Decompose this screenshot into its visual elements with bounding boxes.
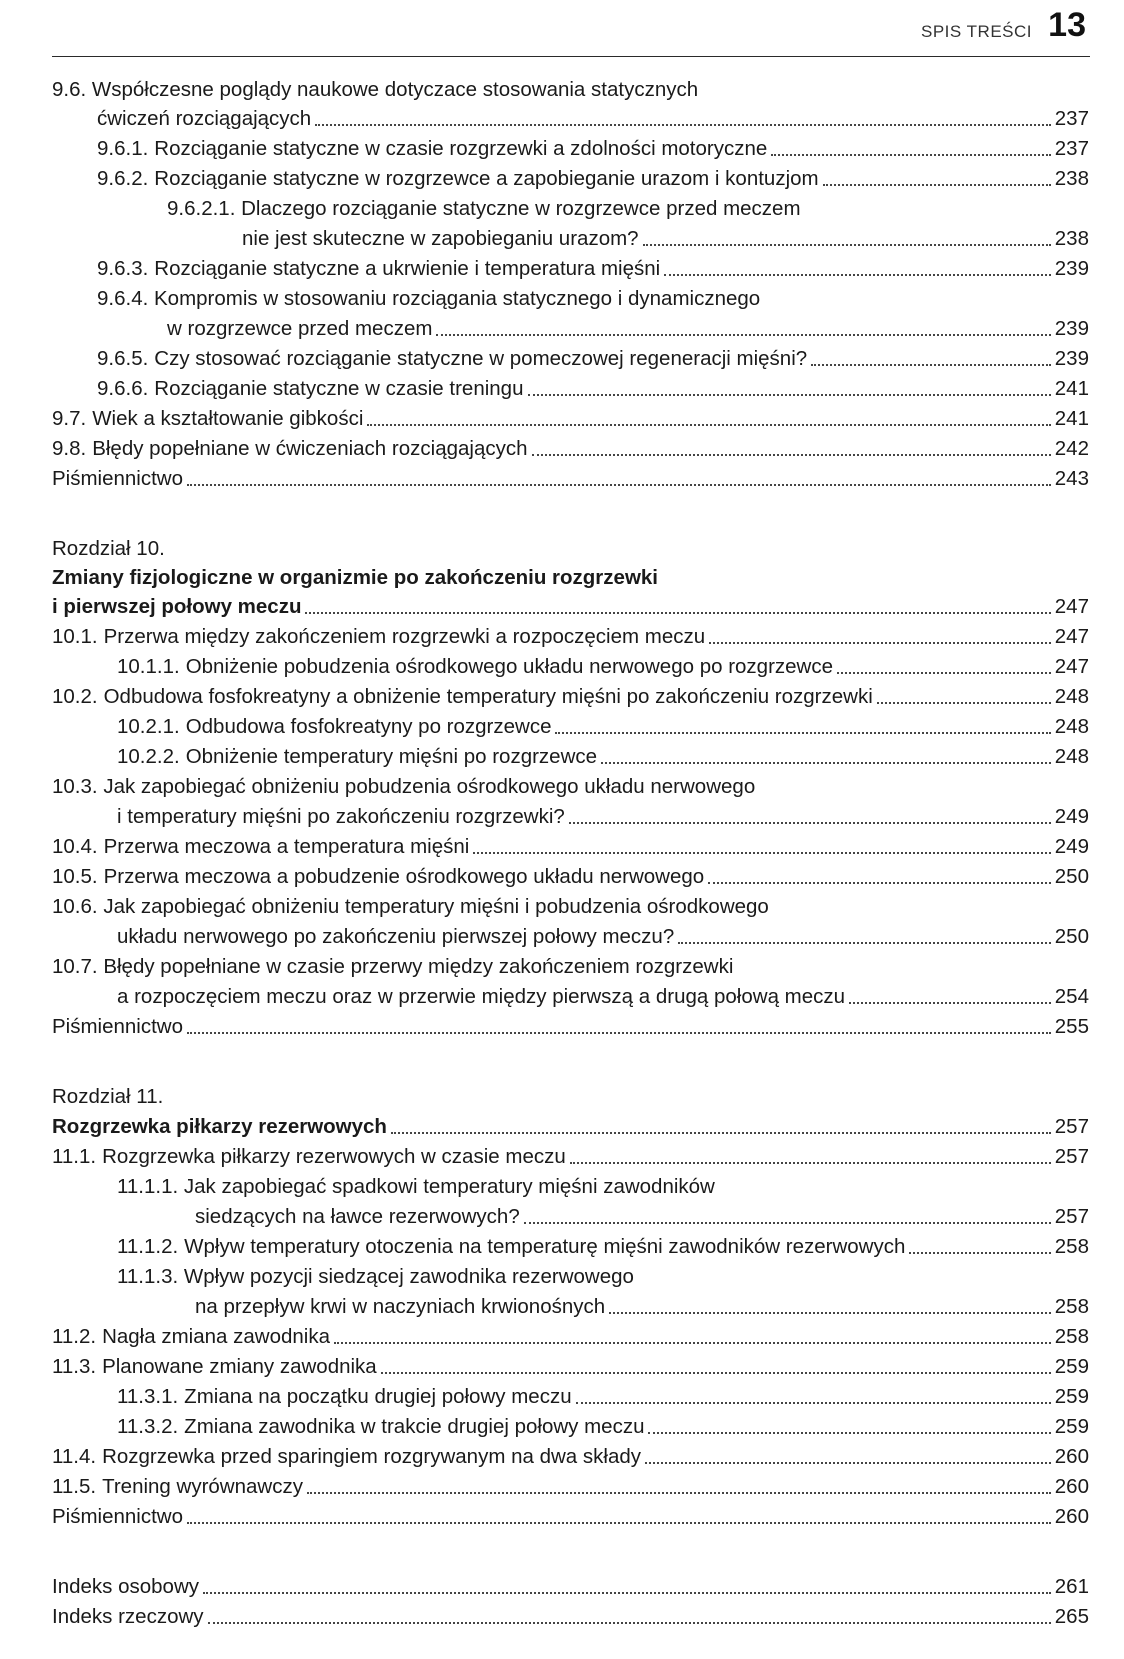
entry-text: Trening wyrównawczy	[102, 1475, 303, 1498]
entry-text: Czy stosować rozciąganie statyczne w pomeczowej regeneracji mięśni?	[154, 347, 808, 370]
leader-dots	[569, 822, 1051, 824]
toc-entry	[97, 344, 1089, 374]
leader-dots	[609, 1312, 1051, 1314]
leader-dots	[678, 942, 1051, 944]
leader-dots	[877, 702, 1051, 704]
leader-dots	[315, 124, 1051, 126]
entry-page: 239	[1054, 317, 1089, 340]
entry-text: i pierwszej połowy meczu	[52, 595, 302, 618]
header-page-number: 13	[1048, 6, 1086, 44]
entry-text: Jak zapobiegać obniżeniu pobudzenia ośrodkowego układu nerwowego	[103, 775, 756, 798]
toc-entry	[97, 164, 1089, 194]
toc-entry	[195, 1292, 1089, 1322]
toc-entry	[52, 404, 1089, 434]
entry-page: 258	[1054, 1325, 1089, 1348]
entry-page: 257	[1054, 1205, 1089, 1228]
toc-entry	[52, 1012, 1089, 1042]
entry-page: 248	[1054, 685, 1089, 708]
entry-text: Rozciąganie statyczne w czasie rozgrzewki a zdolności motoryczne	[154, 137, 768, 160]
leader-dots	[473, 852, 1050, 854]
entry-number: 9.6.6.	[97, 377, 149, 400]
toc-entry	[52, 682, 1089, 712]
chapter-label: Rozdział 10.	[52, 537, 165, 560]
entry-number: 9.6.2.	[97, 167, 149, 190]
entry-text: Nagła zmiana zawodnika	[102, 1325, 330, 1348]
entry-number: 11.3.	[52, 1355, 97, 1378]
leader-dots	[305, 612, 1050, 614]
entry-number: 10.1.1.	[117, 655, 180, 678]
entry-text: Obniżenie pobudzenia ośrodkowego układu nerwowego po rozgrzewce	[185, 655, 834, 678]
entry-number: 10.2.	[52, 685, 98, 708]
toc-entry	[117, 712, 1089, 742]
entry-page: 260	[1054, 1445, 1089, 1468]
entry-text: Wpływ temperatury otoczenia na temperaturę mięśni zawodników rezerwowych	[184, 1235, 906, 1258]
leader-dots	[909, 1252, 1050, 1254]
entry-page: 239	[1054, 347, 1089, 370]
toc-entry	[52, 892, 769, 922]
header-section-title: SPIS TREŚCI	[921, 22, 1032, 41]
leader-dots	[367, 424, 1050, 426]
entry-number: 10.3.	[52, 775, 98, 798]
entry-number: 9.8.	[52, 437, 87, 460]
entry-number: 9.6.2.1.	[167, 197, 236, 220]
leader-dots	[811, 364, 1051, 366]
entry-page: 241	[1054, 407, 1089, 430]
entry-text: Wpływ pozycji siedzącej zawodnika rezerwowego	[183, 1265, 634, 1288]
entry-page: 258	[1054, 1235, 1089, 1258]
entry-page: 260	[1054, 1475, 1089, 1498]
toc-entry	[117, 742, 1089, 772]
entry-text: układu nerwowego po zakończeniu pierwszej połowy meczu?	[117, 925, 675, 948]
toc-entry	[117, 982, 1089, 1012]
leader-dots	[187, 484, 1051, 486]
leader-dots	[532, 454, 1051, 456]
toc-entry	[52, 1322, 1089, 1352]
entry-text: Wiek a kształtowanie gibkości	[92, 407, 364, 430]
toc-entry	[97, 134, 1089, 164]
entry-text: Indeks osobowy	[52, 1575, 200, 1598]
entry-text: nie jest skuteczne w zapobieganiu urazom?	[242, 227, 639, 250]
leader-dots	[576, 1402, 1051, 1404]
entry-page: 241	[1054, 377, 1089, 400]
leader-dots	[849, 1002, 1051, 1004]
entry-number: 11.1.	[52, 1145, 97, 1168]
entry-page: 265	[1054, 1605, 1089, 1628]
leader-dots	[391, 1132, 1051, 1134]
toc-entry	[97, 254, 1089, 284]
toc-entry	[52, 1572, 1089, 1602]
entry-page: 250	[1054, 925, 1089, 948]
entry-number: 11.2.	[52, 1325, 97, 1348]
entry-page: 237	[1054, 107, 1089, 130]
entry-text: Przerwa między zakończeniem rozgrzewki a rozpoczęciem meczu	[103, 625, 706, 648]
entry-page: 238	[1054, 167, 1089, 190]
leader-dots	[187, 1522, 1051, 1524]
toc-entry	[167, 194, 801, 224]
leader-dots	[645, 1462, 1051, 1464]
leader-dots	[823, 184, 1051, 186]
entry-text: Współczesne poglądy naukowe dotyczace stosowania statycznych	[91, 78, 699, 101]
toc-entry	[117, 1412, 1089, 1442]
entry-number: 11.5.	[52, 1475, 97, 1498]
entry-number: 10.2.1.	[117, 715, 180, 738]
page-header	[52, 0, 1090, 57]
toc-entry	[52, 622, 1089, 652]
entry-text: Błędy popełniane w ćwiczeniach rozciągających	[92, 437, 528, 460]
leader-dots	[524, 1222, 1051, 1224]
entry-text: Błędy popełniane w czasie przerwy między zakończeniem rozgrzewki	[103, 955, 734, 978]
entry-page: 258	[1054, 1295, 1089, 1318]
leader-dots	[528, 394, 1051, 396]
toc-entry	[117, 1382, 1089, 1412]
toc-entry	[52, 464, 1089, 494]
toc-entry	[97, 284, 760, 314]
entry-number: 10.5.	[52, 865, 98, 888]
leader-dots	[203, 1592, 1051, 1594]
entry-text: Rozciąganie statyczne w rozgrzewce a zapobieganie urazom i kontuzjom	[154, 167, 819, 190]
entry-number: 10.4.	[52, 835, 98, 858]
entry-text: i temperatury mięśni po zakończeniu rozgrzewki?	[117, 805, 565, 828]
toc-entry	[195, 1202, 1089, 1232]
toc-entry	[52, 592, 1089, 622]
toc-entry	[117, 1232, 1089, 1262]
leader-dots	[708, 882, 1051, 884]
chapter-label: Rozdział 11.	[52, 1085, 164, 1108]
entry-page: 247	[1054, 655, 1089, 678]
entry-number: 9.6.3.	[97, 257, 149, 280]
toc-entry	[117, 1262, 634, 1292]
entry-page: 257	[1054, 1145, 1089, 1168]
entry-text: Odbudowa fosfokreatyny a obniżenie temperatury mięśni po zakończeniu rozgrzewki	[103, 685, 873, 708]
toc-entry	[167, 314, 1089, 344]
toc-entry	[52, 772, 755, 802]
entry-page: 261	[1054, 1575, 1089, 1598]
leader-dots	[837, 672, 1051, 674]
entry-page: 260	[1054, 1505, 1089, 1528]
leader-dots	[648, 1432, 1050, 1434]
toc-entry	[117, 802, 1089, 832]
entry-text: Piśmiennictwo	[52, 1505, 184, 1528]
toc-entry	[52, 1112, 1089, 1142]
toc-entry	[52, 1142, 1089, 1172]
entry-text: na przepływ krwi w naczyniach krwionośnych	[195, 1295, 606, 1318]
entry-number: 9.6.4.	[97, 287, 149, 310]
entry-number: 10.7.	[52, 955, 98, 978]
entry-text: Rozciąganie statyczne w czasie treningu	[154, 377, 524, 400]
entry-number: 11.3.1.	[117, 1385, 179, 1408]
entry-page: 254	[1054, 985, 1089, 1008]
leader-dots	[570, 1162, 1051, 1164]
toc-entry	[117, 652, 1089, 682]
entry-page: 243	[1054, 467, 1089, 490]
entry-number: 11.3.2.	[117, 1415, 179, 1438]
entry-number: 11.1.2.	[117, 1235, 179, 1258]
leader-dots	[334, 1342, 1051, 1344]
entry-number: 10.1.	[52, 625, 98, 648]
leader-dots	[555, 732, 1050, 734]
entry-text: Kompromis w stosowaniu rozciągania statycznego i dynamicznego	[154, 287, 761, 310]
leader-dots	[307, 1492, 1051, 1494]
entry-page: 257	[1054, 1115, 1089, 1138]
entry-text: w rozgrzewce przed meczem	[167, 317, 433, 340]
chapter-title: Rozgrzewka piłkarzy rezerwowych	[52, 1115, 387, 1138]
entry-number: 9.6.5.	[97, 347, 149, 370]
entry-number: 11.1.1.	[117, 1175, 179, 1198]
entry-number: 9.6.	[52, 78, 87, 101]
toc-entry	[97, 104, 1089, 134]
entry-number: 11.4.	[52, 1445, 97, 1468]
toc-entry	[117, 922, 1089, 952]
entry-text: Rozgrzewka piłkarzy rezerwowych w czasie meczu	[102, 1145, 566, 1168]
entry-text: Obniżenie temperatury mięśni po rozgrzewce	[185, 745, 598, 768]
toc-entry	[52, 1352, 1089, 1382]
leader-dots	[436, 334, 1050, 336]
entry-page: 250	[1054, 865, 1089, 888]
entry-page: 242	[1054, 437, 1089, 460]
entry-page: 259	[1054, 1385, 1089, 1408]
entry-page: 238	[1054, 227, 1089, 250]
entry-page: 255	[1054, 1015, 1089, 1038]
leader-dots	[643, 244, 1051, 246]
entry-text: a rozpoczęciem meczu oraz w przerwie między pierwszą a drugą połową meczu	[117, 985, 846, 1008]
entry-text: Odbudowa fosfokreatyny po rozgrzewce	[185, 715, 552, 738]
entry-text: Zmiana na początku drugiej połowy meczu	[184, 1385, 572, 1408]
entry-text: Jak zapobiegać spadkowi temperatury mięśni zawodników	[183, 1175, 715, 1198]
toc-entry	[52, 832, 1089, 862]
entry-number: 10.6.	[52, 895, 98, 918]
entry-page: 249	[1054, 835, 1089, 858]
entry-text: Dlaczego rozciąganie statyczne w rozgrzewce przed meczem	[241, 197, 801, 220]
toc-entry	[52, 952, 733, 982]
toc-entry	[52, 1502, 1089, 1532]
leader-dots	[709, 642, 1051, 644]
leader-dots	[664, 274, 1051, 276]
entry-text: Przerwa meczowa a pobudzenie ośrodkowego układu nerwowego	[103, 865, 705, 888]
entry-page: 259	[1054, 1355, 1089, 1378]
entry-text: Zmiana zawodnika w trakcie drugiej połowy meczu	[184, 1415, 645, 1438]
toc-entry	[117, 1172, 715, 1202]
entry-text: Rozciąganie statyczne a ukrwienie i temperatura mięśni	[154, 257, 661, 280]
entry-page: 249	[1054, 805, 1089, 828]
entry-text: Planowane zmiany zawodnika	[102, 1355, 377, 1378]
entry-number: 9.6.1.	[97, 137, 149, 160]
entry-text: Rozgrzewka przed sparingiem rozgrywanym na dwa składy	[102, 1445, 641, 1468]
chapter-title: Zmiany fizjologiczne w organizmie po zakończeniu rozgrzewki	[52, 566, 658, 589]
entry-text: Przerwa meczowa a temperatura mięśni	[103, 835, 470, 858]
entry-number: 9.7.	[52, 407, 87, 430]
entry-page: 248	[1054, 715, 1089, 738]
leader-dots	[187, 1032, 1051, 1034]
toc-entry	[52, 75, 698, 105]
entry-page: 237	[1054, 137, 1089, 160]
toc-entry	[97, 374, 1089, 404]
toc-entry	[52, 1442, 1089, 1472]
leader-dots	[208, 1622, 1051, 1624]
toc-entry	[52, 1602, 1089, 1632]
entry-text: Jak zapobiegać obniżeniu temperatury mięśni i pobudzenia ośrodkowego	[103, 895, 769, 918]
entry-page: 239	[1054, 257, 1089, 280]
toc-entry	[52, 1472, 1089, 1502]
entry-page: 259	[1054, 1415, 1089, 1438]
entry-text: Indeks rzeczowy	[52, 1605, 204, 1628]
entry-number: 10.2.2.	[117, 745, 180, 768]
toc-entry	[242, 224, 1089, 254]
entry-text: siedzących na ławce rezerwowych?	[195, 1205, 520, 1228]
toc-entry	[52, 862, 1089, 892]
entry-text: ćwiczeń rozciągających	[97, 107, 312, 130]
entry-page: 247	[1054, 595, 1089, 618]
leader-dots	[601, 762, 1051, 764]
entry-page: 248	[1054, 745, 1089, 768]
entry-text: Piśmiennictwo	[52, 467, 184, 490]
leader-dots	[381, 1372, 1051, 1374]
toc-entry	[52, 434, 1089, 464]
entry-number: 11.1.3.	[117, 1265, 179, 1288]
leader-dots	[771, 154, 1051, 156]
entry-text: Piśmiennictwo	[52, 1015, 184, 1038]
entry-page: 247	[1054, 625, 1089, 648]
